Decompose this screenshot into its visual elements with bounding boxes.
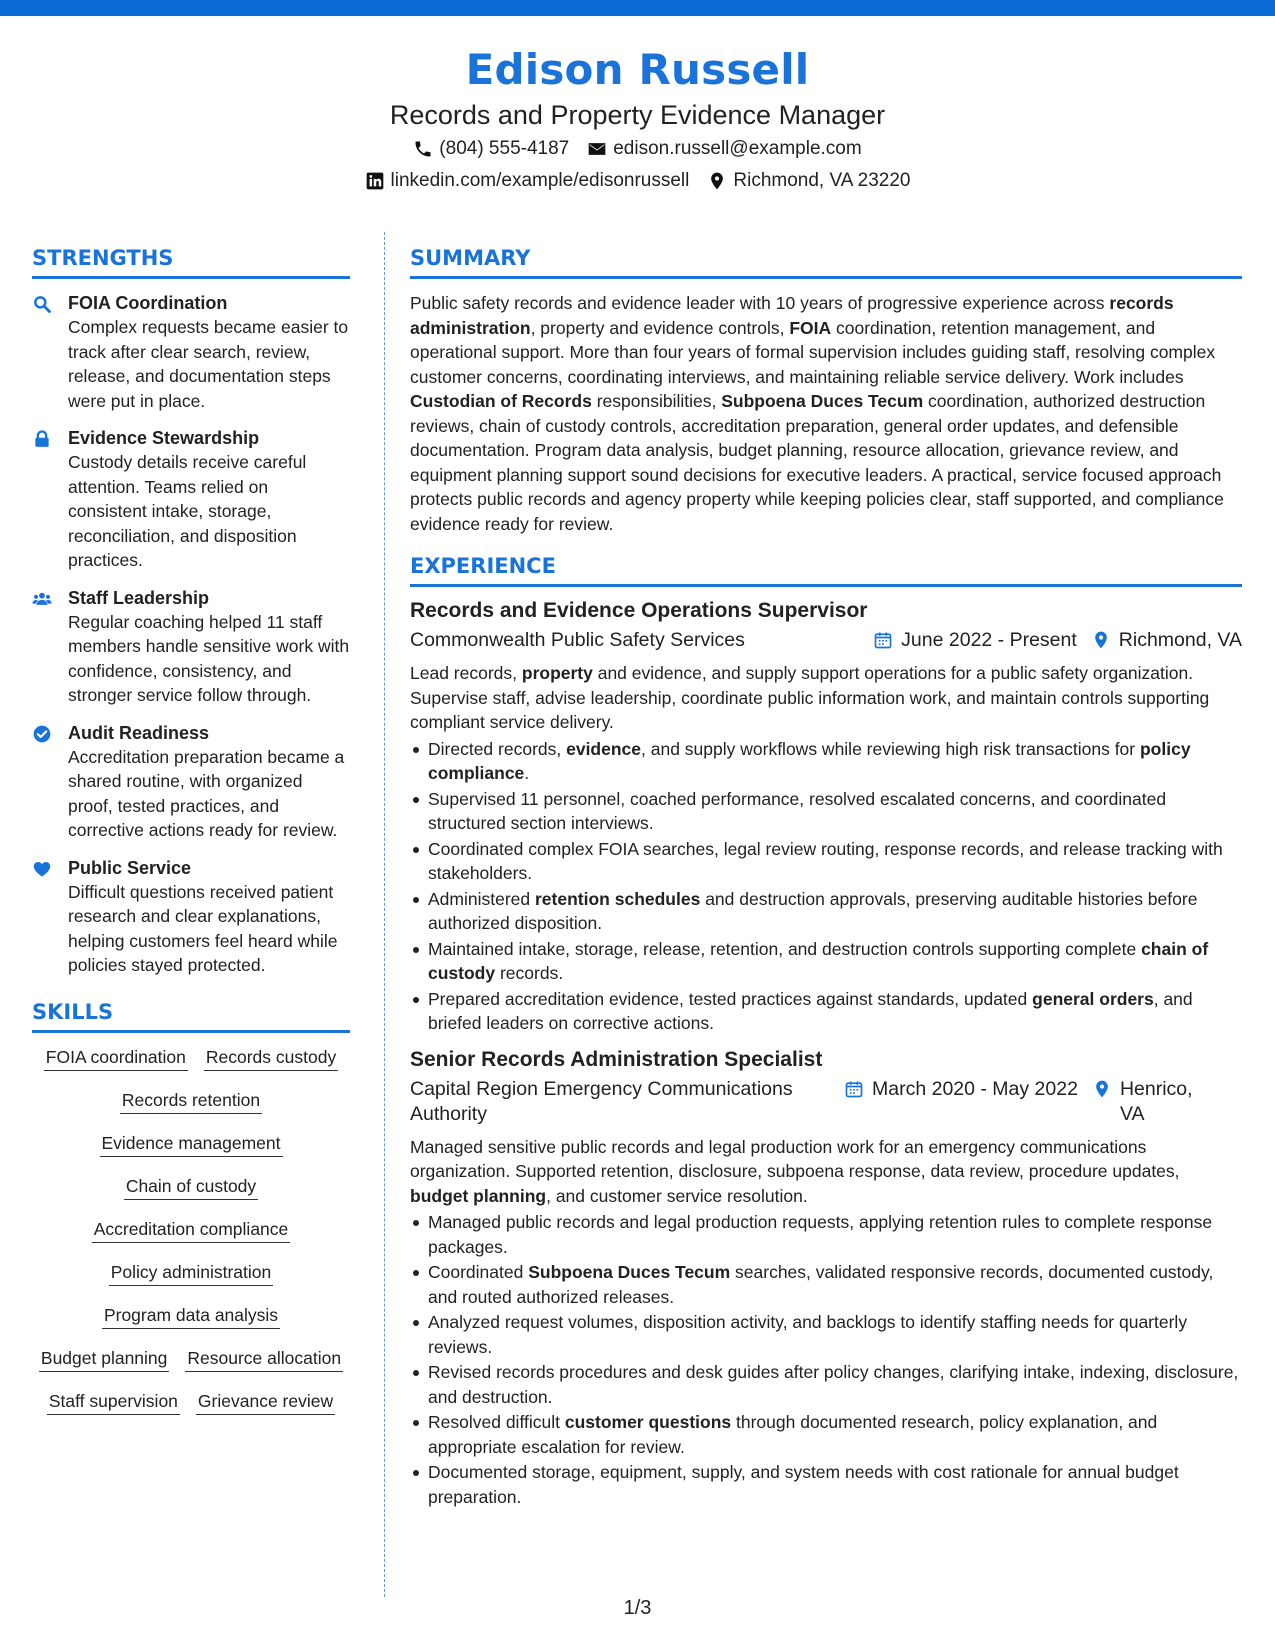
list-item: Supervised 11 personnel, coached performance, resolved escalated concerns, and coordinated structured section interviews. xyxy=(410,787,1242,836)
job-dates: June 2022 - Present xyxy=(901,629,1077,651)
email-address[interactable]: edison.russell@example.com xyxy=(613,138,862,159)
phone-number: (804) 555-4187 xyxy=(439,138,570,159)
strength-text: Regular coaching helped 11 staff members handle sensitive work with confidence, consistency, and stronger service follow through. xyxy=(68,611,350,705)
job-dates: March 2020 - May 2022 xyxy=(872,1077,1078,1100)
job-meta xyxy=(410,628,1242,653)
email-contact[interactable] xyxy=(587,134,861,164)
skill-tag: Accreditation compliance xyxy=(92,1217,291,1243)
skill-tag: Resource allocation xyxy=(185,1346,343,1372)
skill-tag: Grievance review xyxy=(196,1389,335,1415)
job-entry xyxy=(410,1046,1242,1510)
job-title: Records and Evidence Operations Supervisor xyxy=(410,599,868,622)
strength-title: Evidence Stewardship xyxy=(68,428,260,448)
skill-tag: Staff supervision xyxy=(47,1389,180,1415)
strength-item xyxy=(32,291,350,413)
list-item: Maintained intake, storage, release, retention, and destruction controls supporting complete chain of custody records. xyxy=(410,937,1242,986)
job-company: Commonwealth Public Safety Services xyxy=(410,629,745,651)
skill-tag: Program data analysis xyxy=(102,1303,280,1329)
envelope-icon xyxy=(587,139,607,159)
skill-tag: Policy administration xyxy=(109,1260,273,1286)
strength-text: Custody details receive careful attention. Teams relied on consistent intake, storage, reconciliation, and disposition practices. xyxy=(68,452,307,570)
linkedin-contact[interactable] xyxy=(365,166,690,196)
skill-tag: FOIA coordination xyxy=(44,1045,188,1071)
job-company: Capital Region Emergency Communications Authority xyxy=(410,1077,793,1125)
map-pin-icon xyxy=(1092,1079,1112,1099)
job-entry xyxy=(410,597,1242,1036)
contact-line-1 xyxy=(0,134,1275,164)
column-divider xyxy=(384,232,385,1597)
strengths-heading: STRENGTHS xyxy=(32,246,350,279)
job-location-group xyxy=(1091,628,1242,653)
skill-tag: Records retention xyxy=(120,1088,262,1114)
strength-title: FOIA Coordination xyxy=(68,293,228,313)
resume-header xyxy=(0,44,1275,196)
map-pin-icon xyxy=(1091,630,1111,650)
list-item: Analyzed request volumes, disposition activity, and backlogs to identify staffing needs for quarterly reviews. xyxy=(410,1310,1242,1359)
list-item: Coordinated complex FOIA searches, legal review routing, response records, and release tracking with stakeholders. xyxy=(410,837,1242,886)
strength-item xyxy=(32,721,350,843)
job-meta xyxy=(410,1077,1242,1127)
calendar-icon xyxy=(844,1079,864,1099)
strength-item xyxy=(32,426,350,573)
strength-title: Audit Readiness xyxy=(68,722,210,743)
skill-tag: Records custody xyxy=(204,1045,338,1071)
list-item: Directed records, evidence, and supply workflows while reviewing high risk transactions for policy compliance. xyxy=(410,737,1242,786)
check-circle-icon xyxy=(32,724,52,744)
calendar-icon xyxy=(873,630,893,650)
strength-title: Staff Leadership xyxy=(68,587,210,608)
skills-list xyxy=(32,1045,350,1415)
linkedin-icon xyxy=(365,171,385,191)
skills-heading: SKILLS xyxy=(32,1000,350,1033)
job-description: Managed sensitive public records and legal production work for an emergency communications organization. Supported retention, disclosure, subpoena response, data review, procedure updates, budget planning, and customer service resolution. xyxy=(410,1136,1180,1206)
strength-text: Complex requests became easier to track after clear search, review, release, and documentation steps were put in place. xyxy=(68,317,349,411)
phone-icon xyxy=(413,139,433,159)
list-item: Prepared accreditation evidence, tested practices against standards, updated general orders, and briefed leaders on corrective actions. xyxy=(410,987,1242,1036)
candidate-name: Edison Russell xyxy=(465,45,810,94)
job-location: Henrico, VA xyxy=(1119,1077,1193,1125)
job-bullets xyxy=(410,1210,1242,1509)
contact-line-2 xyxy=(0,166,1275,196)
job-dates-group xyxy=(873,628,1077,653)
job-title: Senior Records Administration Specialist xyxy=(410,1047,823,1071)
users-icon xyxy=(32,589,52,609)
list-item: Resolved difficult customer questions through documented research, policy explanation, and appropriate escalation for review. xyxy=(410,1410,1242,1459)
strength-item xyxy=(32,586,350,708)
list-item: Administered retention schedules and destruction approvals, preserving auditable histories before authorized disposition. xyxy=(410,887,1242,936)
experience-heading: EXPERIENCE xyxy=(410,554,1242,587)
job-location: Richmond, VA xyxy=(1118,629,1242,651)
search-icon xyxy=(32,294,52,314)
candidate-title: Records and Property Evidence Manager xyxy=(389,100,886,130)
strength-title: Public Service xyxy=(68,857,192,878)
linkedin-url[interactable]: linkedin.com/example/edisonrussell xyxy=(390,170,690,191)
right-column xyxy=(410,246,1242,1510)
summary-text: Public safety records and evidence leader with 10 years of progressive experience across records administration, property and evidence controls, FOIA coordination, retention management, and operational support. More than four years of formal supervision includes guiding staff, resolving complex customer concerns, coordinating interviews, and maintaining reliable service delivery. Work includes Custodian of Records responsibilities, Subpoena Duces Tecum coordination, authorized destruction reviews, chain of custody controls, accreditation preparation, general order updates, and defensible documentation. Program data analysis, budget planning, resource allocation, grievance review, and equipment planning support sound decisions for executive leaders. A practical, service focused approach protects public records and agency property while keeping policies clear, staff supported, and compliance evidence ready for review. xyxy=(410,293,1224,534)
list-item: Documented storage, equipment, supply, and system needs with cost rationale for annual budget preparation. xyxy=(410,1460,1242,1509)
skill-tag: Chain of custody xyxy=(124,1174,258,1200)
page-number: 1/3 xyxy=(623,1597,652,1619)
map-pin-icon xyxy=(707,171,727,191)
strength-text: Accreditation preparation became a shared routine, with organized proof, tested practices, and corrective actions ready for review. xyxy=(68,746,345,840)
job-location-group xyxy=(1092,1077,1202,1127)
list-item: Revised records procedures and desk guides after policy changes, clarifying intake, indexing, disclosure, and destruction. xyxy=(410,1360,1242,1409)
strength-text: Difficult questions received patient research and clear explanations, helping customers feel heard while policies stayed protected. xyxy=(68,881,338,975)
phone-contact xyxy=(413,134,569,164)
job-dates-group xyxy=(844,1077,1078,1127)
location-text: Richmond, VA 23220 xyxy=(733,170,911,191)
summary-heading: SUMMARY xyxy=(410,246,1242,279)
list-item: Coordinated Subpoena Duces Tecum searches, validated responsive records, documented custody, and routed authorized releases. xyxy=(410,1260,1242,1309)
skill-tag: Evidence management xyxy=(100,1131,283,1157)
heart-icon xyxy=(32,859,52,879)
skill-tag: Budget planning xyxy=(39,1346,170,1372)
lock-icon xyxy=(32,429,52,449)
list-item: Managed public records and legal production requests, applying retention rules to complete response packages. xyxy=(410,1210,1242,1259)
job-description: Lead records, property and evidence, and supply support operations for a public safety organization. Supervise staff, advise leadership, coordinate public information work, and maintain controls supporting compliant service delivery. xyxy=(410,663,1210,732)
strength-item xyxy=(32,856,350,978)
top-accent-bar xyxy=(0,0,1275,16)
left-column xyxy=(32,246,350,1415)
job-bullets xyxy=(410,737,1242,1036)
location-contact xyxy=(707,166,910,196)
